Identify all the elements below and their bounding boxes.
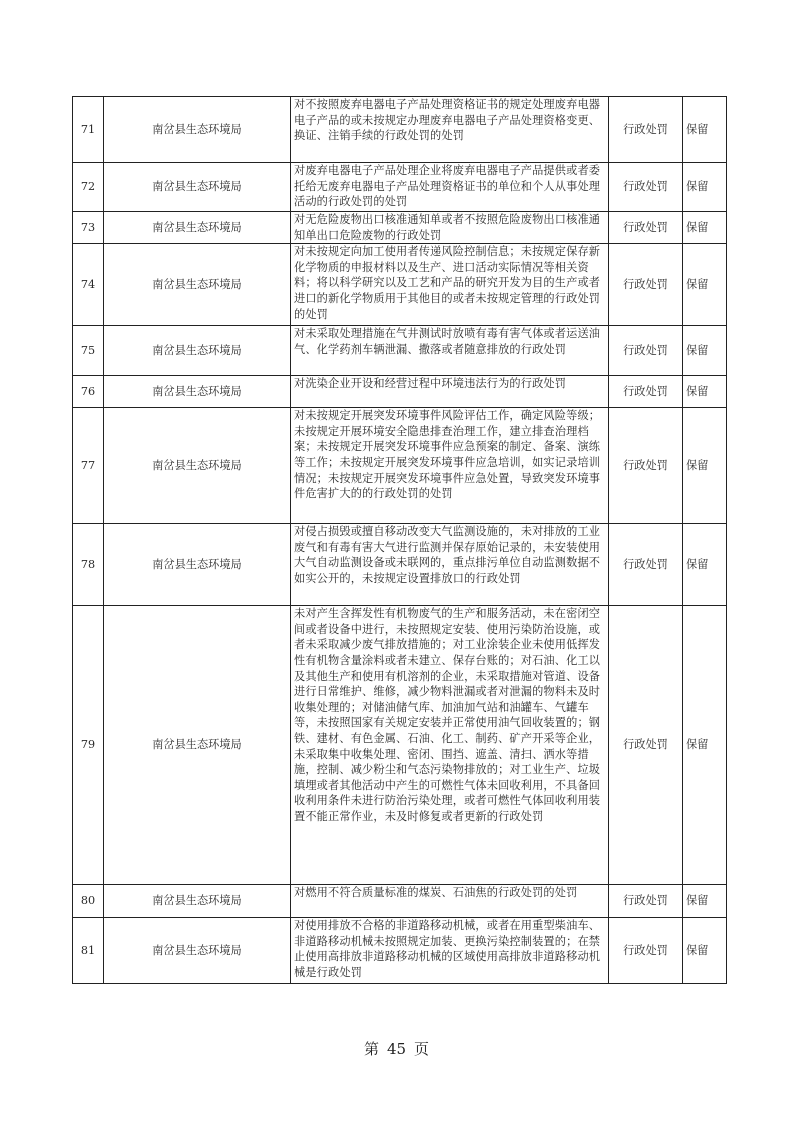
row-number: 75 <box>73 326 104 376</box>
row-number: 78 <box>73 524 104 606</box>
power-type: 行政处罚 <box>609 326 683 376</box>
item-description: 未对产生含挥发性有机物废气的生产和服务活动，未在密闭空间或者设备中进行，未按照规定安装、使用污染防治设施，或者未采取减少废气排放措施的；对工业涂装企业未使用低挥发性有机物含量涂料或者未建立、保存台账的；对石油、化工以及其他生产和使用有机溶剂的企业，未采取措施对管道、设备进行日常维护、维修，减少物料泄漏或者对泄漏的物料未及时收集处理的；对储油储气库、加油加气站和油罐车、气罐车等，未按照国家有关规定安装并正常使用油气回收装置的；钢铁、建材、有色金属、石油、化工、制药、矿产开采等企业，未采取集中收集处理、密闭、围挡、遮盖、清扫、洒水等措施，控制、减少粉尘和气态污染物排放的；对工业生产、垃圾填埋或者其他活动中产生的可燃性气体未回收利用，不具备回收利用条件未进行防治污染处理，或者可燃性气体回收利用装置不能正常作业，未及时修复或者更新的行政处罚 <box>291 606 609 885</box>
table-row <box>73 885 727 918</box>
item-description: 对使用排放不合格的非道路移动机械，或者在用重型柴油车、非道路移动机械未按照规定加装、更换污染控制装置的；在禁止使用高排放非道路移动机械的区域使用高排放非道路移动机械是行政处罚 <box>291 918 609 984</box>
item-description: 对无危险废物出口核准通知单或者不按照危险废物出口核准通知单出口危险废物的行政处罚 <box>291 212 609 244</box>
agency-name: 南岔县生态环境局 <box>104 408 291 524</box>
status: 保留 <box>683 408 727 524</box>
power-type: 行政处罚 <box>609 885 683 918</box>
power-list-table <box>72 96 727 984</box>
power-type: 行政处罚 <box>609 163 683 212</box>
status: 保留 <box>683 524 727 606</box>
page-suffix: 页 <box>414 1040 430 1058</box>
row-number: 81 <box>73 918 104 984</box>
page-footer <box>0 1038 793 1059</box>
table-row <box>73 408 727 524</box>
item-description: 对燃用不符合质量标准的煤炭、石油焦的行政处罚的处罚 <box>291 885 609 918</box>
table-row <box>73 163 727 212</box>
power-type: 行政处罚 <box>609 244 683 326</box>
table-row <box>73 524 727 606</box>
table-row <box>73 97 727 163</box>
agency-name: 南岔县生态环境局 <box>104 524 291 606</box>
agency-name: 南岔县生态环境局 <box>104 885 291 918</box>
agency-name: 南岔县生态环境局 <box>104 376 291 408</box>
power-type: 行政处罚 <box>609 408 683 524</box>
row-number: 74 <box>73 244 104 326</box>
agency-name: 南岔县生态环境局 <box>104 606 291 885</box>
item-description: 对洗染企业开设和经营过程中环境违法行为的行政处罚 <box>291 376 609 408</box>
table-row <box>73 606 727 885</box>
power-type: 行政处罚 <box>609 524 683 606</box>
row-number: 76 <box>73 376 104 408</box>
row-number: 79 <box>73 606 104 885</box>
row-number: 77 <box>73 408 104 524</box>
row-number: 72 <box>73 163 104 212</box>
power-type: 行政处罚 <box>609 97 683 163</box>
table-row <box>73 326 727 376</box>
item-description: 对未采取处理措施在气井测试时放喷有毒有害气体或者运送油气、化学药剂车辆泄漏、撒落或者随意排放的行政处罚 <box>291 326 609 376</box>
power-type: 行政处罚 <box>609 376 683 408</box>
item-description: 对不按照废弃电器电子产品处理资格证书的规定处理废弃电器电子产品的或未按规定办理废弃电器电子产品处理资格变更、换证、注销手续的行政处罚的处罚 <box>291 97 609 163</box>
item-description: 对未按规定向加工使用者传递风险控制信息；未按规定保存新化学物质的申报材料以及生产、进口活动实际情况等相关资料；将以科学研究以及工艺和产品的研究开发为目的生产或者进口的新化学物质用于其他目的或者未按规定管理的行政处罚的处罚 <box>291 244 609 326</box>
agency-name: 南岔县生态环境局 <box>104 244 291 326</box>
page-prefix: 第 <box>363 1040 379 1058</box>
page-number: 45 <box>386 1040 407 1058</box>
row-number: 80 <box>73 885 104 918</box>
item-description: 对侵占损毁或擅自移动改变大气监测设施的，未对排放的工业废气和有毒有害大气进行监测并保存原始记录的，未安装使用大气自动监测设备或未联网的，重点排污单位自动监测数据不如实公开的，未按规定设置排放口的行政处罚 <box>291 524 609 606</box>
table-row <box>73 244 727 326</box>
status: 保留 <box>683 918 727 984</box>
table-row <box>73 376 727 408</box>
status: 保留 <box>683 244 727 326</box>
status: 保留 <box>683 97 727 163</box>
row-number: 73 <box>73 212 104 244</box>
item-description: 对废弃电器电子产品处理企业将废弃电器电子产品提供或者委托给无废弃电器电子产品处理资格证书的单位和个人从事处理活动的行政处罚的处罚 <box>291 163 609 212</box>
row-number: 71 <box>73 97 104 163</box>
agency-name: 南岔县生态环境局 <box>104 163 291 212</box>
table-row <box>73 212 727 244</box>
status: 保留 <box>683 885 727 918</box>
agency-name: 南岔县生态环境局 <box>104 97 291 163</box>
power-type: 行政处罚 <box>609 918 683 984</box>
agency-name: 南岔县生态环境局 <box>104 918 291 984</box>
item-description: 对未按规定开展突发环境事件风险评估工作，确定风险等级；未按规定开展环境安全隐患排查治理工作，建立排查治理档案；未按规定开展突发环境事件应急预案的制定、备案、演练等工作；未按规定开展突发环境事件应急培训，如实记录培训情况；未按规定开展突发环境事件应急处置，导致突发环境事件危害扩大的的行政处罚的处罚 <box>291 408 609 524</box>
status: 保留 <box>683 376 727 408</box>
power-type: 行政处罚 <box>609 212 683 244</box>
power-type: 行政处罚 <box>609 606 683 885</box>
status: 保留 <box>683 212 727 244</box>
agency-name: 南岔县生态环境局 <box>104 326 291 376</box>
status: 保留 <box>683 163 727 212</box>
status: 保留 <box>683 326 727 376</box>
table-row <box>73 918 727 984</box>
status: 保留 <box>683 606 727 885</box>
agency-name: 南岔县生态环境局 <box>104 212 291 244</box>
